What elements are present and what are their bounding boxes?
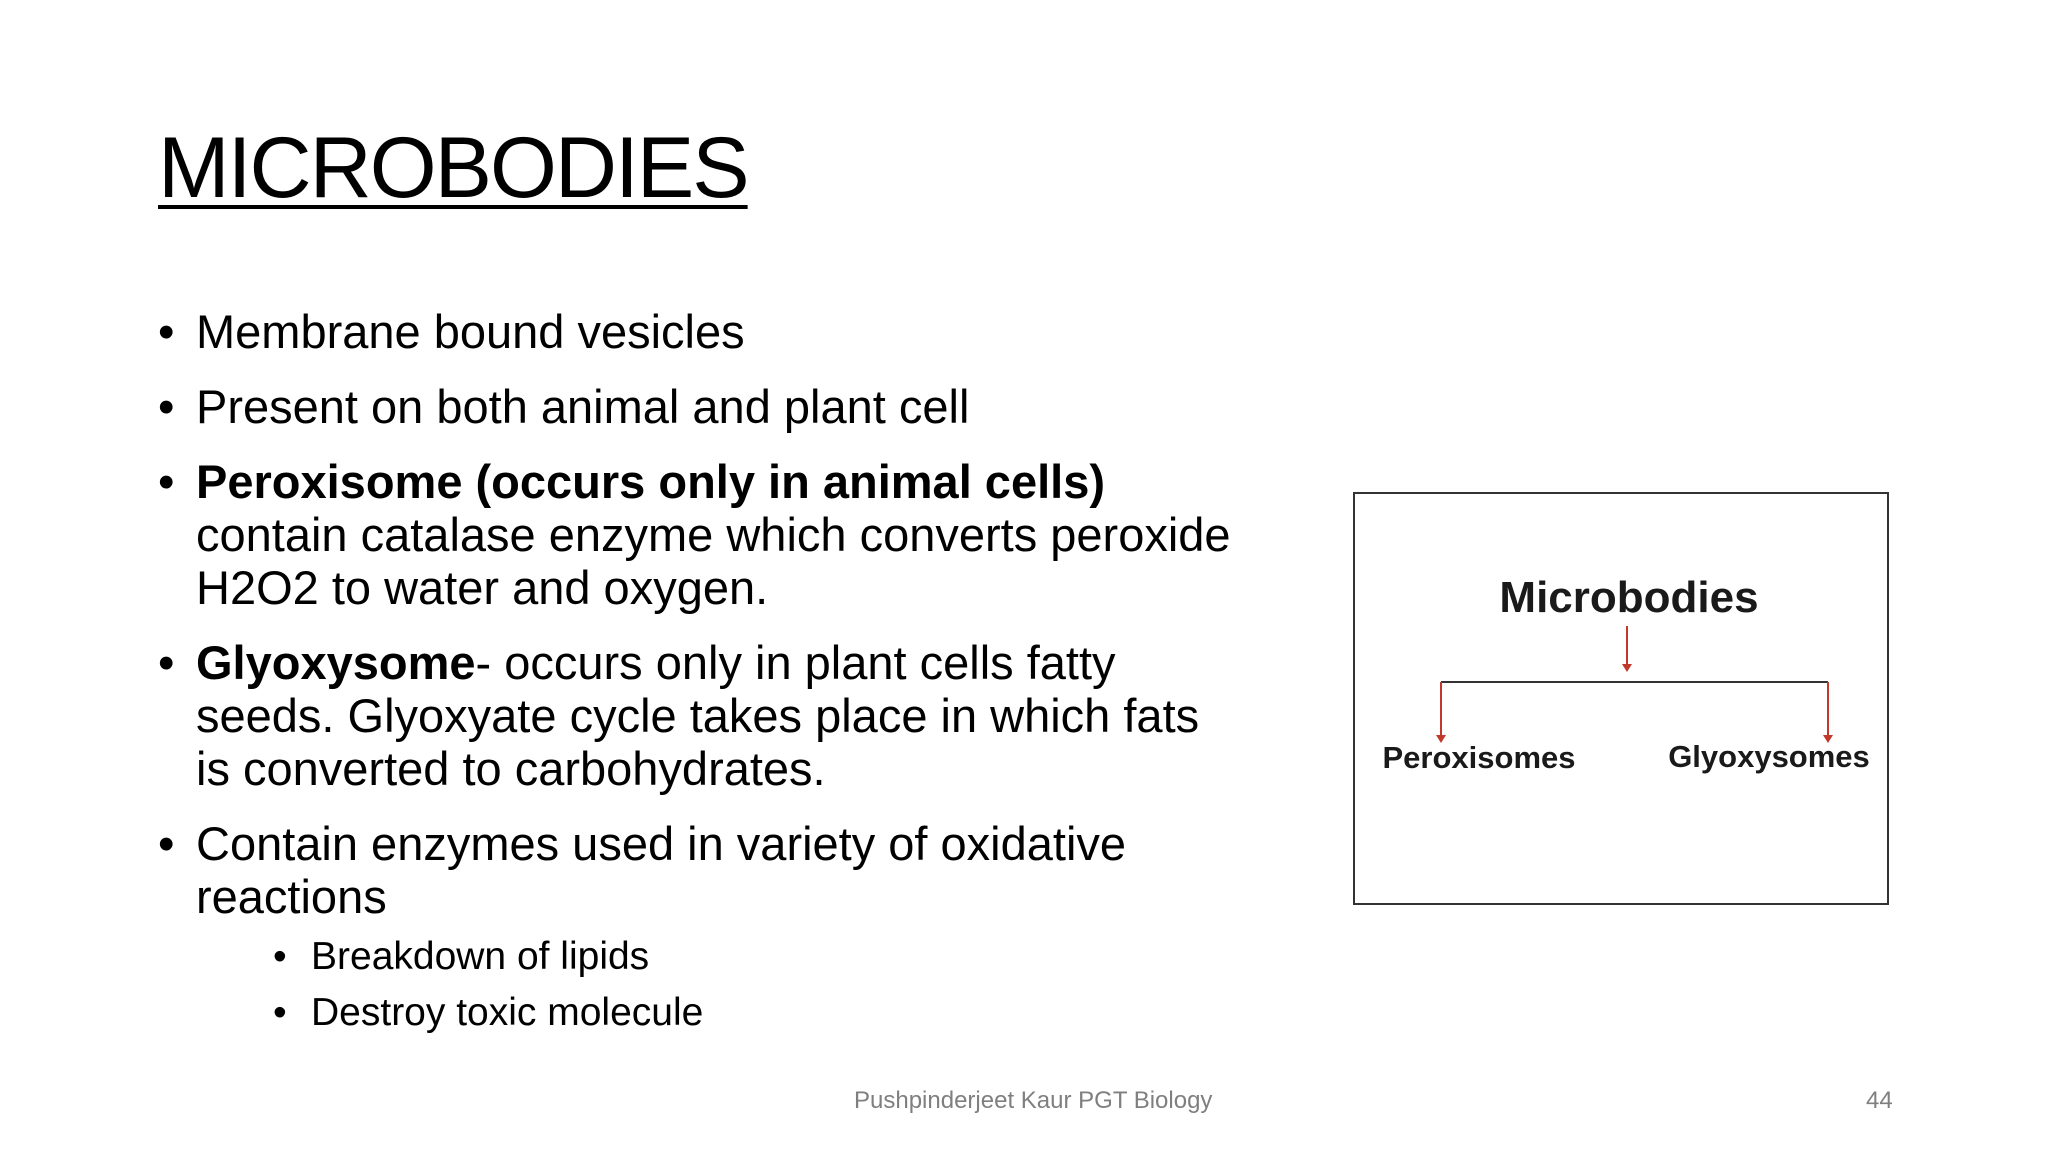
bullet-item [158, 305, 1238, 358]
bullet-text: Contain enzymes used in variety of oxidative reactions [196, 817, 1127, 923]
sub-bullet-list [196, 929, 1238, 1041]
bullet-text: Present on both animal and plant cell [196, 380, 970, 433]
sub-bullet-item [196, 985, 1238, 1041]
bullet-bold-text: Glyoxysome [196, 636, 476, 689]
bullet-bold-text: Peroxisome (occurs only in animal cells) [196, 455, 1105, 508]
bullet-text: contain catalase enzyme which converts peroxide H2O2 to water and oxygen. [196, 508, 1231, 614]
diagram-svg [1355, 494, 1887, 903]
bullet-text: Membrane bound vesicles [196, 305, 745, 358]
sub-bullet-text: Breakdown of lipids [311, 935, 650, 978]
root-arrow-head [1622, 664, 1632, 672]
bullet-list [158, 305, 1238, 1063]
diagram-root-label: Microbodies [1499, 573, 1759, 622]
bullet-item [158, 380, 1238, 433]
diagram-child-label: Peroxisomes [1382, 740, 1576, 775]
diagram-child-label: Glyoxysomes [1668, 739, 1870, 774]
bullet-item [158, 455, 1238, 614]
bullet-item [158, 636, 1238, 795]
sub-bullet-item [196, 929, 1238, 985]
page-number: 44 [1866, 1087, 1893, 1114]
microbodies-diagram [1353, 492, 1889, 905]
bullet-text: - occurs only in plant cells fatty seeds. Glyoxyate cycle takes place in which fats is converted to carbohydrates. [196, 636, 1200, 795]
bullet-item [158, 817, 1238, 1041]
sub-bullet-text: Destroy toxic molecule [311, 991, 704, 1034]
footer-credit: Pushpinderjeet Kaur PGT Biology [854, 1087, 1213, 1114]
slide-title: MICROBODIES [158, 120, 748, 216]
